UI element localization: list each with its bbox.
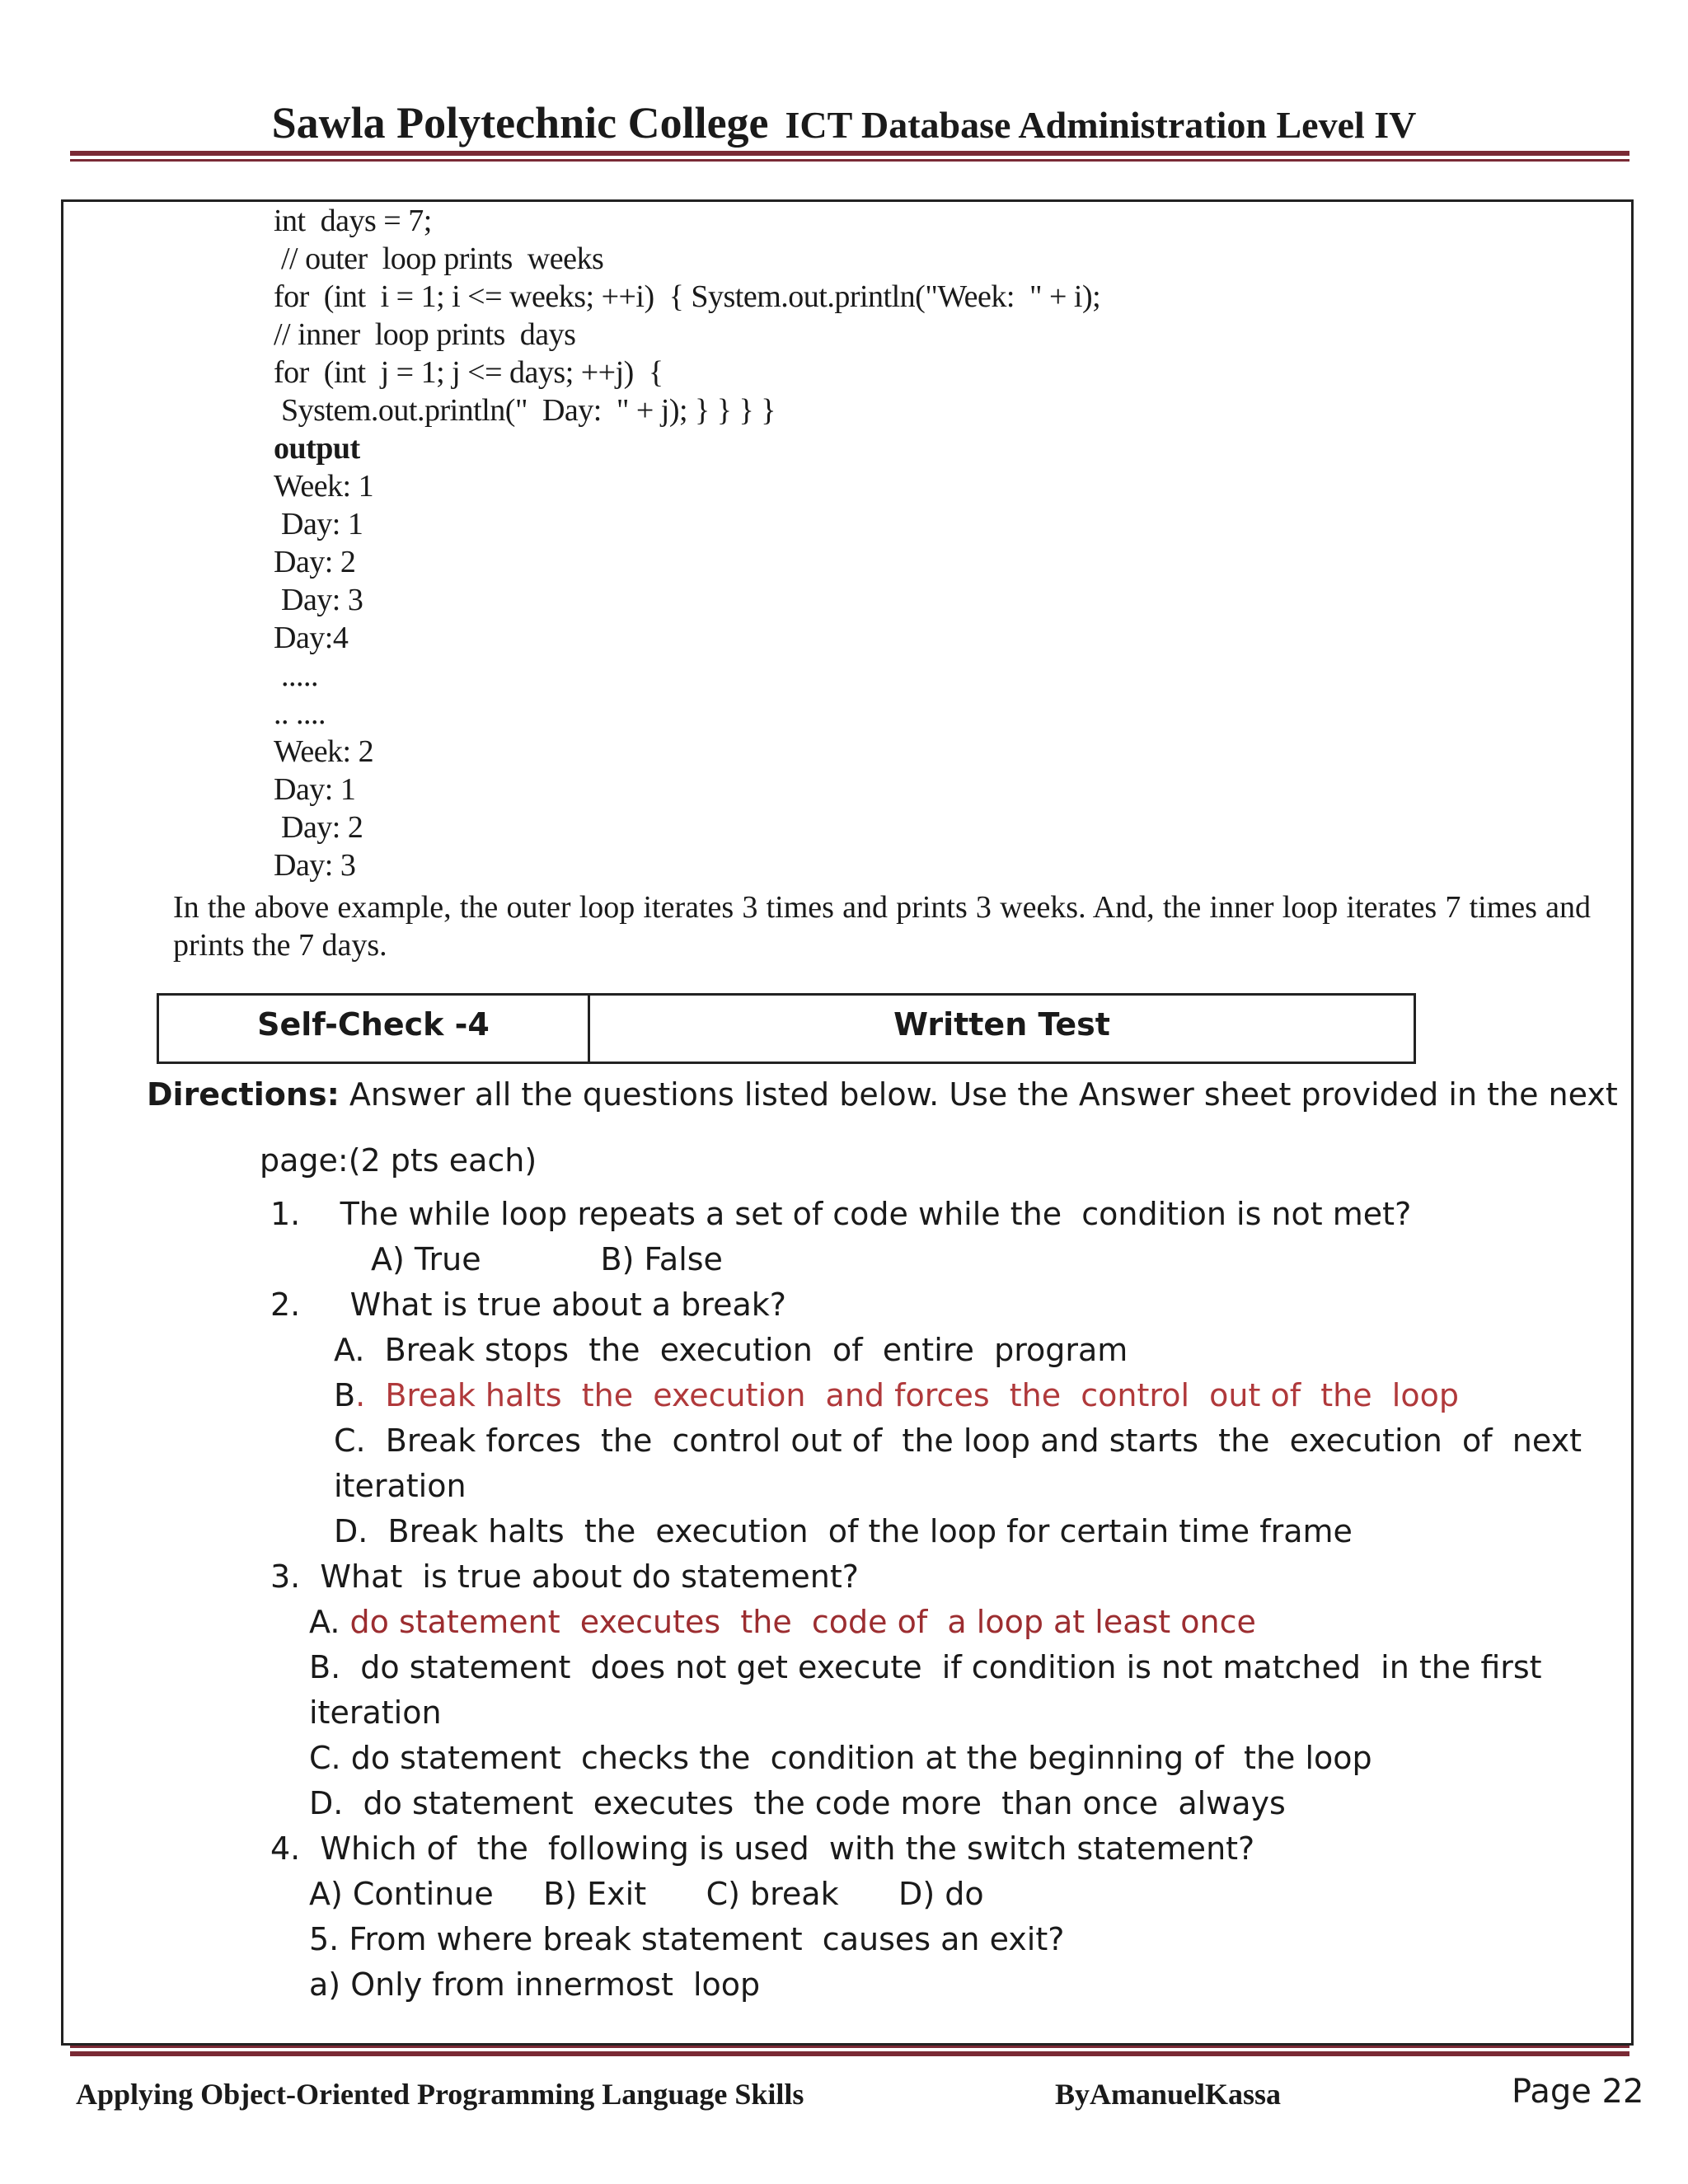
self-check-type: Written Test	[893, 1006, 1110, 1043]
self-check-label: Self-Check -4	[159, 996, 590, 1062]
code-line: int days = 7;	[274, 204, 432, 238]
footer-author: ByAmanuelKassa	[1055, 2078, 1282, 2111]
question-3-option-a	[309, 1601, 1256, 1643]
question-3-option-d: D. do statement executes the code more than once always	[309, 1785, 1286, 1821]
explanation-paragraph: In the above example, the outer loop iterates 3 times and prints 3 weeks. And, the inner loop iterates 7 times and prints the 7 days.	[173, 890, 1591, 963]
header-rule-thin	[70, 159, 1629, 162]
output-heading: output	[274, 431, 360, 466]
question-1: 1. The while loop repeats a set of code while the condition is not met?	[270, 1196, 1412, 1232]
output-line: Day: 3	[274, 583, 363, 617]
output-line: Day: 2	[274, 810, 363, 845]
directions-continuation: page:(2 pts each)	[260, 1142, 537, 1179]
code-line: // inner loop prints days	[274, 317, 576, 352]
output-line: Day:4	[274, 621, 349, 655]
header-subject: ICT Database Administration Level IV	[785, 104, 1417, 146]
question-5-option-a: a) Only from innermost loop	[309, 1966, 761, 2003]
output-line: .....	[274, 658, 318, 693]
code-block	[274, 202, 1100, 884]
output-line: Day: 2	[274, 545, 356, 579]
question-3-option-b-cont: iteration	[309, 1694, 442, 1731]
output-line: Day: 3	[274, 848, 356, 883]
directions-label: Directions:	[147, 1076, 340, 1113]
directions-text: Answer all the questions listed below. Use the Answer sheet provided in the next	[339, 1076, 1618, 1113]
code-line: // outer loop prints weeks	[274, 241, 604, 276]
code-line: for (int j = 1; j <= days; ++j) {	[274, 355, 663, 390]
output-line: .. ....	[274, 696, 326, 731]
output-line: Day: 1	[274, 507, 363, 541]
question-2: 2. What is true about a break?	[270, 1286, 786, 1323]
output-line: Week: 2	[274, 734, 374, 769]
footer-title: Applying Object-Oriented Programming Language Skills	[76, 2078, 804, 2111]
question-2-option-d: D. Break halts the execution of the loop for certain time frame	[334, 1513, 1353, 1549]
option-b-letter: B	[334, 1377, 356, 1413]
footer-rule-thin	[70, 2046, 1629, 2048]
output-line: Week: 1	[274, 469, 374, 504]
directions	[147, 1071, 1618, 1118]
question-3-option-c: C. do statement checks the condition at the beginning of the loop	[309, 1740, 1372, 1776]
code-line: for (int i = 1; i <= weeks; ++i) { System.out.println("Week: " + i);	[274, 279, 1101, 314]
question-5: 5. From where break statement causes an exit?	[309, 1921, 1065, 1957]
question-2-answer-b: . Break halts the execution and forces the control out of the loop	[355, 1377, 1459, 1413]
question-4: 4. Which of the following is used with the switch statement?	[270, 1830, 1255, 1867]
output-line: Day: 1	[274, 772, 356, 807]
page-header	[0, 97, 1688, 148]
question-1-options: A) True B) False	[371, 1241, 723, 1277]
footer-rule-thick	[70, 2051, 1629, 2056]
question-3-answer-a: do statement executes the code of a loop at least once	[349, 1604, 1256, 1640]
code-line: System.out.println(" Day: " + j); } } } }	[274, 393, 776, 428]
college-name: Sawla Polytechnic College	[271, 98, 769, 148]
question-2-option-b	[334, 1375, 1459, 1416]
page-number: Page 22	[1512, 2073, 1644, 2111]
question-2-option-c-cont: iteration	[334, 1468, 467, 1504]
question-2-option-a: A. Break stops the execution of entire program	[334, 1332, 1128, 1368]
question-4-options: A) Continue B) Exit C) break D) do	[309, 1876, 984, 1912]
self-check-table	[157, 993, 1416, 1064]
question-3: 3. What is true about do statement?	[270, 1558, 859, 1595]
header-rule-thick	[70, 151, 1629, 156]
option-a-letter: A.	[309, 1604, 350, 1640]
question-2-option-c: C. Break forces the control out of the loop and starts the execution of next	[334, 1422, 1582, 1459]
question-3-option-b: B. do statement does not get execute if condition is not matched in the first	[309, 1649, 1542, 1685]
